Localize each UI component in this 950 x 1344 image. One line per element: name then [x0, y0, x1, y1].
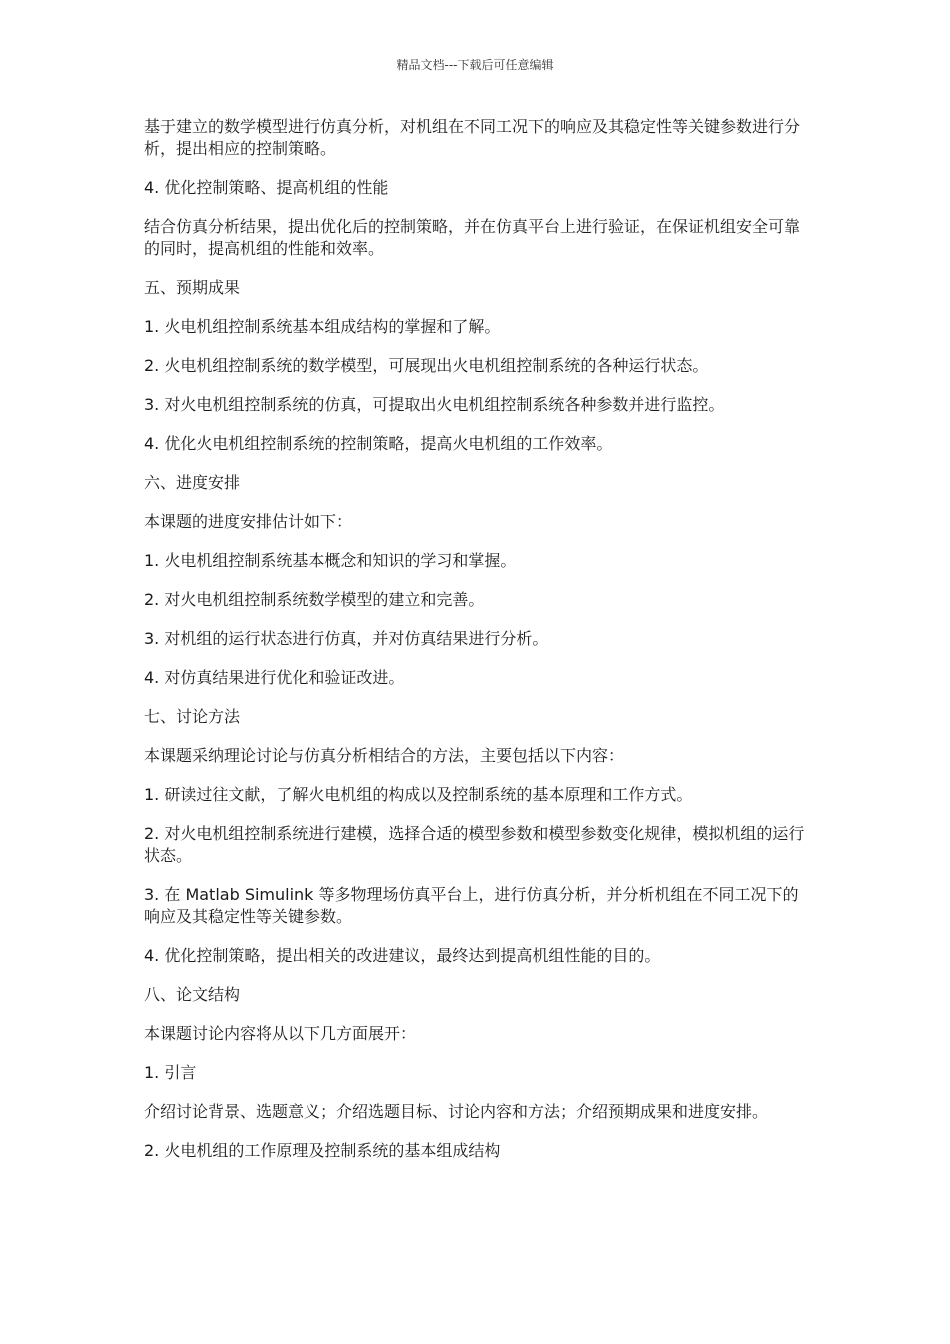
method-item-1: 1. 研读过往文献，了解火电机组的构成以及控制系统的基本原理和工作方式。 — [144, 785, 693, 804]
structure-item-1-desc: 介绍讨论背景、选题意义；介绍选题目标、讨论内容和方法；介绍预期成果和进度安排。 — [144, 1102, 769, 1121]
section-heading-schedule: 六、进度安排 — [144, 473, 241, 492]
structure-intro: 本课题讨论内容将从以下几方面展开： — [144, 1024, 417, 1043]
section-heading-structure: 八、论文结构 — [144, 985, 241, 1004]
result-item-3: 3. 对火电机组控制系统的仿真，可提取出火电机组控制系统各种参数并进行监控。 — [144, 395, 725, 414]
paragraph-simulation-analysis: 基于建立的数学模型进行仿真分析，对机组在不同工况下的响应及其稳定性等关键参数进行分析，提出相应的控制策略。 — [144, 117, 801, 158]
method-item-4: 4. 优化控制策略，提出相关的改进建议，最终达到提高机组性能的目的。 — [144, 946, 661, 965]
methods-intro: 本课题采纳理论讨论与仿真分析相结合的方法，主要包括以下内容： — [144, 746, 625, 765]
paragraph-optimize-details: 结合仿真分析结果，提出优化后的控制策略，并在仿真平台上进行验证，在保证机组安全可靠的同时，提高机组的性能和效率。 — [144, 217, 801, 258]
result-item-4: 4. 优化火电机组控制系统的控制策略，提高火电机组的工作效率。 — [144, 434, 613, 453]
schedule-item-1: 1. 火电机组控制系统基本概念和知识的学习和掌握。 — [144, 551, 517, 570]
result-item-1: 1. 火电机组控制系统基本组成结构的掌握和了解。 — [144, 317, 501, 336]
structure-item-1: 1. 引言 — [144, 1063, 197, 1082]
item-optimize-control: 4. 优化控制策略、提高机组的性能 — [144, 178, 389, 197]
method-item-3: 3. 在 Matlab Simulink 等多物理场仿真平台上，进行仿真分析，并分析机组在不同工况下的响应及其稳定性等关键参数。 — [144, 885, 799, 926]
section-heading-methods: 七、讨论方法 — [144, 707, 241, 726]
schedule-item-2: 2. 对火电机组控制系统数学模型的建立和完善。 — [144, 590, 485, 609]
schedule-intro: 本课题的进度安排估计如下： — [144, 512, 353, 531]
document-body — [144, 116, 808, 1179]
method-item-2: 2. 对火电机组控制系统进行建模，选择合适的模型参数和模型参数变化规律，模拟机组的运行状态。 — [144, 824, 805, 865]
structure-item-2: 2. 火电机组的工作原理及控制系统的基本组成结构 — [144, 1141, 501, 1160]
page-header: 精品文档---下载后可任意编辑 — [396, 58, 554, 72]
result-item-2: 2. 火电机组控制系统的数学模型，可展现出火电机组控制系统的各种运行状态。 — [144, 356, 709, 375]
section-heading-expected-results: 五、预期成果 — [144, 278, 241, 297]
schedule-item-3: 3. 对机组的运行状态进行仿真，并对仿真结果进行分析。 — [144, 629, 549, 648]
schedule-item-4: 4. 对仿真结果进行优化和验证改进。 — [144, 668, 405, 687]
